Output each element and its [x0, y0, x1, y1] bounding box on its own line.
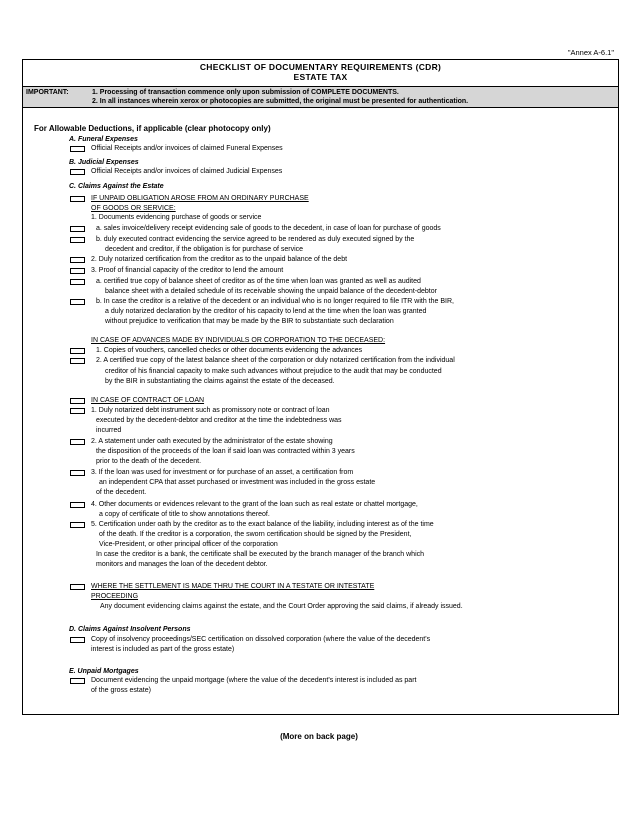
- loan-line: an independent CPA that asset purchased or investment was included in the gross estate: [99, 479, 376, 486]
- unpaid-line: b. In case the creditor is a relative of the decedent or an individual who is no longer required to file ITR with the BIR,: [96, 298, 454, 305]
- unpaid-2-checkbox[interactable]: [70, 257, 85, 263]
- notice-label: IMPORTANT:: [26, 89, 69, 96]
- annex-label: "Annex A-6.1": [567, 48, 614, 57]
- mortgages-checkbox[interactable]: [70, 678, 85, 684]
- unpaid-line: 2. Duly notarized certification from the creditor as to the unpaid balance of the debt: [91, 256, 348, 263]
- insolvent-title: D. Claims Against Insolvent Persons: [69, 626, 191, 633]
- judicial-checkbox[interactable]: [70, 169, 85, 175]
- loan-checkbox[interactable]: [70, 398, 85, 404]
- unpaid-line: balance sheet with a detailed schedule of its receivable showing the unpaid balance of the decedent-debtor: [105, 288, 437, 295]
- loan-line: of the decedent.: [96, 489, 147, 496]
- unpaid-b-checkbox[interactable]: [70, 237, 85, 243]
- loan-line: 2. A statement under oath executed by the administrator of the estate showing: [91, 438, 333, 445]
- unpaid-3a-checkbox[interactable]: [70, 279, 85, 285]
- loan-line: In case the creditor is a bank, the certificate shall be executed by the branch manager of the branch which: [96, 551, 425, 558]
- unpaid-a-checkbox[interactable]: [70, 226, 85, 232]
- funeral-item: Official Receipts and/or invoices of claimed Funeral Expenses: [91, 145, 283, 152]
- judicial-item: Official Receipts and/or invoices of claimed Judicial Expenses: [91, 168, 283, 175]
- court-checkbox[interactable]: [70, 584, 85, 590]
- loan-5-checkbox[interactable]: [70, 522, 85, 528]
- loan-3-checkbox[interactable]: [70, 470, 85, 476]
- loan-line: Vice-President, or other principal officer of the corporation: [99, 541, 278, 548]
- loan-line: 1. Duly notarized debt instrument such as promissory note or contract of loan: [91, 407, 330, 414]
- judicial-title: B. Judicial Expenses: [69, 159, 139, 166]
- loan-2-checkbox[interactable]: [70, 439, 85, 445]
- form-title: CHECKLIST OF DOCUMENTARY REQUIREMENTS (CDR): [199, 62, 442, 72]
- loan-line: incurred: [96, 427, 122, 434]
- unpaid-3b-checkbox[interactable]: [70, 299, 85, 305]
- claims-title: C. Claims Against the Estate: [69, 183, 164, 190]
- loan-line: 4. Other documents or evidences relevant to the grant of the loan such as real estate or chattel mortgage,: [91, 501, 418, 508]
- loan-line: executed by the decedent-debtor and creditor at the time the indebtedness was: [96, 417, 342, 424]
- deductions-heading: For Allowable Deductions, if applicable (clear photocopy only): [34, 124, 271, 133]
- notice-line-1: 1. Processing of transaction commence only upon submission of COMPLETE DOCUMENTS.: [92, 89, 399, 96]
- advances-2-checkbox[interactable]: [70, 358, 85, 364]
- advances-line: 1. Copies of vouchers, cancelled checks or other documents evidencing the advances: [96, 347, 363, 354]
- important-notice: [23, 86, 618, 108]
- unpaid-line: a. sales invoice/delivery receipt evidencing sale of goods to the decedent, in case of loan for purchase of goods: [96, 225, 441, 232]
- funeral-title: A. Funeral Expenses: [69, 136, 138, 143]
- loan-line: a copy of certificate of title to show annotations thereof.: [99, 511, 270, 518]
- insolvent-line: Copy of insolvency proceedings/SEC certification on dissolved corporation (where the value of the decedent's: [91, 636, 431, 643]
- advances-line: creditor of his financial capacity to make such advances without prejudice to the audit that may be conducted: [105, 368, 442, 375]
- court-heading: WHERE THE SETTLEMENT IS MADE THRU THE COURT IN A TESTATE OR INTESTATE: [91, 583, 375, 590]
- more-on-back-note: (More on back page): [280, 732, 358, 741]
- loan-1-checkbox[interactable]: [70, 408, 85, 414]
- insolvent-line: interest is included as part of the gross estate): [91, 646, 235, 653]
- unpaid-line: without prejudice to verification that may be made by the BIR to substantiate such declaration: [105, 318, 394, 325]
- mortgages-line: of the gross estate): [91, 687, 151, 694]
- loan-line: prior to the death of the decedent.: [96, 458, 202, 465]
- form-subtitle: ESTATE TAX: [293, 72, 348, 82]
- loan-line: monitors and manages the loan of the decedent debtor.: [96, 561, 268, 568]
- checklist-form: [22, 59, 619, 715]
- loan-line: 5. Certification under oath by the creditor as to the exact balance of the liability, including interest as of the time: [91, 521, 434, 528]
- loan-line: 3. If the loan was used for investment or for purchase of an asset, a certification from: [91, 469, 354, 476]
- unpaid-heading: IF UNPAID OBLIGATION AROSE FROM AN ORDINARY PURCHASE: [91, 195, 309, 202]
- unpaid-line: decedent and creditor, if the obligation is for purchase of service: [105, 246, 304, 253]
- unpaid-3-checkbox[interactable]: [70, 268, 85, 274]
- unpaid-heading-2: OF GOODS OR SERVICE:: [91, 205, 176, 212]
- court-line: Any document evidencing claims against the estate, and the Court Order approving the said claims, if already issued.: [100, 603, 463, 610]
- mortgages-line: Document evidencing the unpaid mortgage (where the value of the decedent's interest is included as part: [91, 677, 417, 684]
- advances-1-checkbox[interactable]: [70, 348, 85, 354]
- mortgages-title: E. Unpaid Mortgages: [69, 668, 139, 675]
- unpaid-line: a duly notarized declaration by the creditor of his capacity to lend at the time when the loan was granted: [105, 308, 427, 315]
- loan-4-checkbox[interactable]: [70, 502, 85, 508]
- loan-heading: IN CASE OF CONTRACT OF LOAN: [91, 397, 205, 404]
- loan-line: of the death. If the creditor is a corporation, the sworn certification should be signed by the President,: [99, 531, 412, 538]
- insolvent-checkbox[interactable]: [70, 637, 85, 643]
- notice-line-2: 2. In all instances wherein xerox or photocopies are submitted, the original must be presented for authentication.: [92, 98, 469, 105]
- unpaid-line: a. certified true copy of balance sheet of creditor as of the time when loan was granted as well as audited: [96, 278, 421, 285]
- loan-line: the disposition of the proceeds of the loan if said loan was contracted within 3 years: [96, 448, 355, 455]
- unpaid-checkbox[interactable]: [70, 196, 85, 202]
- advances-line: 2. A certified true copy of the latest balance sheet of the corporation or duly notarized certification from the individual: [96, 357, 455, 364]
- funeral-checkbox[interactable]: [70, 146, 85, 152]
- court-heading-2: PROCEEDING: [91, 593, 139, 600]
- unpaid-line: 3. Proof of financial capacity of the creditor to lend the amount: [91, 267, 284, 274]
- unpaid-line: b. duly executed contract evidencing the service agreed to be rendered as duly executed signed by the: [96, 236, 415, 243]
- advances-line: by the BIR in substantiating the claims against the estate of the deceased.: [105, 378, 335, 385]
- unpaid-line: 1. Documents evidencing purchase of goods or service: [91, 214, 262, 221]
- advances-heading: IN CASE OF ADVANCES MADE BY INDIVIDUALS OR CORPORATION TO THE DECEASED:: [91, 337, 386, 344]
